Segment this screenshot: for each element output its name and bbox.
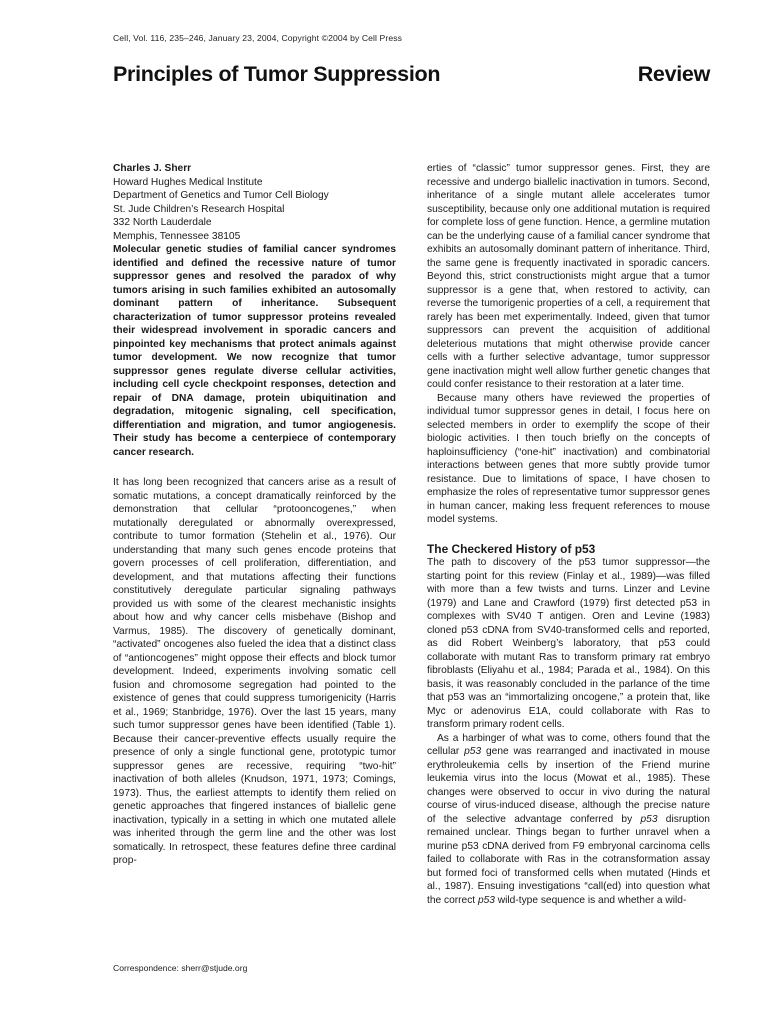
body-paragraph: Because many others have reviewed the properties of individual tumor suppressor genes in detail, I focus here on selected members in order to exemplify the scope of their biologic activities. I then touch briefly on the concepts of haploinsufficiency (“one-hit” inactivation) and combinatorial interactions between genes that more subtly provide tumor resistance. Due to limitations of space, I have chosen to emphasize the roles of representative tumor suppressor genes in human cancer, making less frequent references to mouse model systems. — [427, 392, 710, 525]
author-block — [113, 162, 396, 243]
affiliation-line: Department of Genetics and Tumor Cell Biology — [113, 190, 329, 201]
gene-name: p53 — [640, 813, 658, 825]
right-column — [427, 162, 710, 907]
body-paragraph: The path to discovery of the p53 tumor suppressor—the starting point for this review (Finlay et al., 1989)—was filled with more than a few twists and turns. Linzer and Levine (1979) and Lane and Crawford (1979) first detected p53 in complexes with SV40 T antigen. Oren and Levine (1983) cloned p53 cDNA from SV40-transformed cells and reported, as did Robert Weinberg’s laboratory, that p53 could collaborate with mutant Ras to transform primary rat embryo fibroblasts (Eliyahu et al., 1984; Parada et al., 1984). On this basis, it was reasonably concluded in the parlance of the time that p53 was an “immortalizing oncogene,” a protein that, like Myc or adenovirus E1A, could collaborate with Ras to transform primary rodent cells. — [427, 557, 710, 730]
text-run: gene was rearranged and inactivated in mouse erythroleukemia cells by insertion of the Friend murine leukemia virus into the locus (Mowat et al., 1985). These changes were observed to occur in vivo during the natural course of virus-induced disease, although the precise nature of the selective advantage conferred by — [427, 746, 710, 825]
section-heading: The Checkered History of p53 — [427, 541, 596, 556]
abstract: Molecular genetic studies of familial cancer syndromes identified and defined the recessive nature of tumor suppressor genes and resolved the paradox of why tumors arising in such families exhibited an autosomally dominant pattern of inheritance. Subsequent characterization of tumor suppressor proteins revealed their widespread involvement in sporadic cancers and pinpointed key mechanisms that protect animals against tumor development. We now recognize that tumor suppressor genes regulate diverse cellular activities, including cell cycle checkpoint responses, detection and repair of DNA damage, protein ubiquitination and degradation, mitogenic signaling, cell specification, differentiation and migration, and tumor angiogenesis. Their study has become a centerpiece of contemporary cancer research. — [113, 244, 396, 458]
left-column — [113, 162, 396, 868]
article-title: Principles of Tumor Suppression — [113, 62, 441, 86]
body-paragraph — [427, 732, 710, 908]
correspondence-footnote: Correspondence: sherr@stjude.org — [113, 963, 248, 973]
body-paragraph: erties of “classic” tumor suppressor genes. First, they are recessive and undergo biallelic inactivation in tumors. Second, inheritance of a single mutant allele accelerates tumor susceptibility, because only one additional mutation is required for complete loss of gene function. Hence, a germline mutation can be the underlying cause of a familial cancer syndrome that exhibits an autosomally dominant pattern of inheritance. Third, the same gene is frequently inactivated in sporadic cancers. Beyond this, strict constructionists might argue that a tumor suppressor is a gene that, when restored to activity, can reverse the tumorigenic properties of a cell, a requirement that rarely has been met experimentally. Indeed, given that tumor suppressors can prevent the acquisition of additional deleterious mutations that might otherwise provide cancer cells with a further selective advantage, tumor suppressor gene inactivation might well allow further genetic changes that could confer resistance to their restoration at a later time. — [427, 163, 710, 390]
gene-name: p53 — [464, 746, 482, 757]
author-name: Charles J. Sherr — [113, 163, 192, 174]
header-citation: Cell, Vol. 116, 235–246, January 23, 2004, Copyright ©2004 by Cell Press — [113, 33, 403, 43]
affiliation-line: St. Jude Children’s Research Hospital — [113, 203, 285, 215]
affiliation-line: Memphis, Tennessee 38105 — [113, 230, 241, 242]
text-run: wild-type sequence is and whether a wild- — [494, 894, 687, 906]
text-run: disruption remained unclear. Things began to further unravel when a murine p53 cDNA derived from F9 embryonal carcinoma cells failed to collaborate with Ras in the cotransformation assay but formed foci of transformed cells when mutated (Hinds et al., 1987). Ensuing investigations “call(ed) into question what the correct — [427, 813, 710, 906]
section-label: Review — [637, 62, 710, 86]
body-paragraph: It has long been recognized that cancers arise as a result of somatic mutations, a concept dramatically reinforced by the demonstration that cellular “protooncogenes,” when mutationally deregulated or abnormally overexpressed, contribute to tumor formation (Stehelin et al., 1976). Our understanding that many such genes encode proteins that govern processes of cell proliferation, differentiation, and development, and that mutations affecting their functions constitutively deregulate particular signaling pathways provided us with some of the clearest mechanistic insights about how and why cancer cells misbehave (Bishop and Varmus, 1985). The discovery of genetically dominant, “activated” oncogenes also fueled the idea that a distinct class of “antioncogenes” might oppose their effects and block tumor development. Indeed, experiments involving somatic cell fusion and chromosome segregation had pointed to the existence of genes that could suppress tumorigenicity (Harris et al., 1969; Stanbridge, 1976). Over the last 15 years, many such tumor suppressor genes have been identified (Table 1). Because their cancer-preventive effects usually require the presence of only a single functional gene, prototypic tumor suppressor genes are recessive, requiring “two-hit” inactivation of both alleles (Knudson, 1971, 1973; Comings, 1973). Thus, the earliest attempts to identify them relied on genetic approaches that fingered instances of biallelic gene inactivation, typically in a setting in which one mutated allele was inherited through the germ line and the other was lost somatically. In retrospect, these features define three cardinal prop- — [113, 477, 396, 866]
affiliation-line: 332 North Lauderdale — [113, 217, 212, 228]
gene-name: p53 — [477, 894, 495, 906]
affiliation-line: Howard Hughes Medical Institute — [113, 176, 263, 188]
text-run: As a harbinger of what was to come, others found that the cellular — [427, 732, 710, 757]
